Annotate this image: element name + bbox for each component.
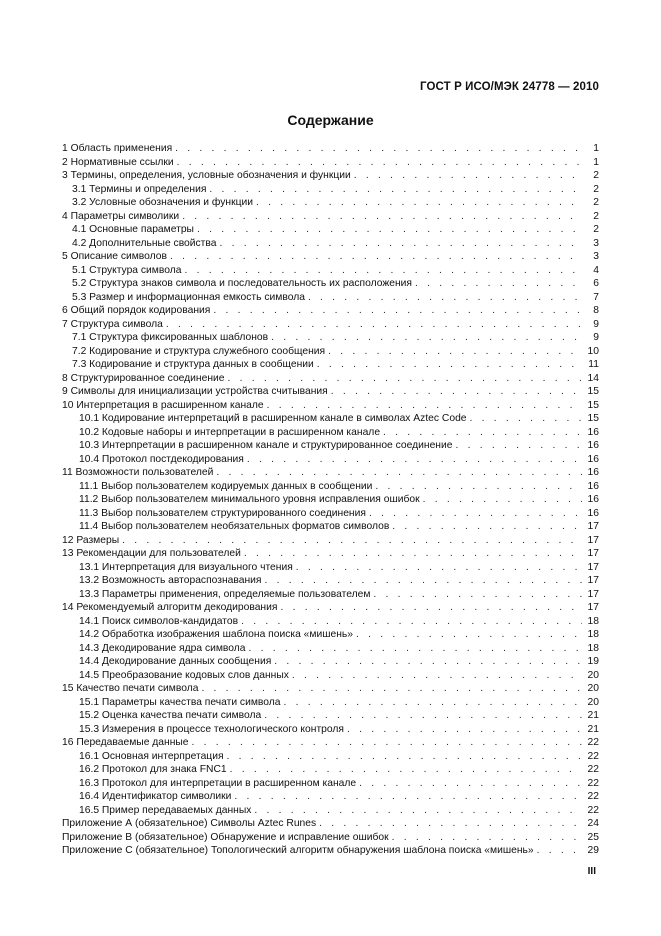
toc-entry[interactable] bbox=[62, 561, 599, 575]
dot-leader bbox=[216, 466, 582, 480]
toc-entry[interactable] bbox=[62, 331, 599, 345]
page-number: III bbox=[587, 866, 596, 877]
toc-entry-page: 16 bbox=[587, 480, 599, 492]
toc-entry-page: 17 bbox=[587, 602, 599, 613]
toc-entry[interactable] bbox=[62, 439, 599, 453]
dot-leader bbox=[271, 331, 582, 345]
toc-entry-page: 15 bbox=[587, 386, 599, 397]
toc-entry[interactable] bbox=[62, 831, 599, 845]
dot-leader bbox=[392, 831, 582, 845]
toc-entry[interactable] bbox=[62, 817, 599, 831]
toc-entry[interactable] bbox=[62, 183, 599, 197]
toc-entry[interactable] bbox=[62, 304, 599, 318]
toc-entry-title: 6 Общий порядок кодирования bbox=[62, 305, 211, 316]
dot-leader bbox=[296, 561, 582, 575]
toc-entry-page: 25 bbox=[587, 831, 599, 843]
toc-entry-page: 17 bbox=[587, 561, 599, 573]
toc-entry-title: 14 Рекомендуемый алгоритм декодирования bbox=[62, 602, 278, 613]
toc-entry-page: 16 bbox=[587, 453, 599, 465]
toc-entry[interactable] bbox=[62, 426, 599, 440]
toc-entry-page: 18 bbox=[587, 615, 599, 627]
toc-entry[interactable] bbox=[62, 453, 599, 467]
toc-entry-title: 16.4 Идентификатор символики bbox=[79, 791, 232, 802]
toc-entry-title: 5.2 Структура знаков символа и последовательность их расположения bbox=[72, 278, 412, 289]
toc-entry[interactable] bbox=[62, 507, 599, 521]
toc-entry-page: 6 bbox=[593, 278, 599, 289]
toc-entry-page: 21 bbox=[587, 710, 599, 721]
toc-entry-title: 11.1 Выбор пользователем кодируемых данных в сообщении bbox=[79, 480, 373, 492]
toc-entry-title: 5 Описание символов bbox=[62, 251, 167, 262]
toc-entry-page: 16 bbox=[587, 494, 599, 505]
toc-entry-title: 11.2 Выбор пользователем минимального уровня исправления ошибок bbox=[79, 494, 420, 505]
dot-leader bbox=[230, 763, 582, 777]
toc-entry-page: 3 bbox=[593, 237, 599, 249]
toc-entry-page: 20 bbox=[587, 696, 599, 708]
toc-entry-title: 11.4 Выбор пользователем необязательных форматов символов bbox=[79, 521, 390, 532]
dot-leader bbox=[354, 169, 582, 183]
toc-entry-title: 14.2 Обработка изображения шаблона поиска «мишень» bbox=[79, 629, 354, 640]
toc-entry-title: 14.4 Декодирование данных сообщения bbox=[79, 656, 272, 667]
toc-entry-title: 16.3 Протокол для интерпретации в расширенном канале bbox=[79, 777, 357, 789]
dot-leader bbox=[244, 547, 582, 561]
table-of-contents bbox=[62, 142, 599, 858]
dot-leader bbox=[280, 601, 582, 615]
toc-entry-title: 4.1 Основные параметры bbox=[72, 224, 194, 235]
dot-leader bbox=[347, 723, 582, 737]
toc-entry[interactable] bbox=[62, 412, 599, 426]
toc-entry-page: 18 bbox=[587, 629, 599, 640]
toc-entry-title: 14.3 Декодирование ядра символа bbox=[79, 642, 246, 654]
toc-entry-page: 22 bbox=[587, 777, 599, 789]
toc-entry-page: 20 bbox=[587, 683, 599, 694]
toc-entry-title: 7 Структура символа bbox=[62, 318, 163, 330]
toc-entry-title: 14.1 Поиск символов-кандидатов bbox=[79, 615, 239, 627]
toc-entry[interactable] bbox=[62, 804, 599, 818]
dot-leader bbox=[184, 264, 582, 278]
dot-leader bbox=[292, 669, 582, 683]
toc-entry-title: 3.2 Условные обозначения и функции bbox=[72, 197, 253, 208]
dot-leader bbox=[247, 453, 582, 467]
dot-leader bbox=[241, 615, 582, 629]
toc-entry[interactable] bbox=[62, 372, 599, 386]
toc-entry-page: 2 bbox=[593, 224, 599, 235]
toc-entry-page: 17 bbox=[587, 548, 599, 559]
toc-entry[interactable] bbox=[62, 264, 599, 278]
toc-entry-title: 10.2 Кодовые наборы и интерпретации в расширенном канале bbox=[79, 426, 381, 438]
toc-entry[interactable] bbox=[62, 696, 599, 710]
dot-leader bbox=[415, 277, 582, 291]
toc-entry[interactable] bbox=[62, 358, 599, 372]
toc-entry-title: 11.3 Выбор пользователем структурированного соединения bbox=[79, 507, 366, 519]
dot-leader bbox=[331, 385, 582, 399]
toc-entry-title: 12 Размеры bbox=[62, 534, 120, 546]
toc-entry[interactable] bbox=[62, 142, 599, 156]
toc-entry-title: 5.3 Размер и информационная емкость символа bbox=[72, 291, 305, 303]
toc-entry-page: 15 bbox=[587, 413, 599, 424]
toc-entry[interactable] bbox=[62, 723, 599, 737]
toc-entry[interactable] bbox=[62, 574, 599, 588]
dot-leader bbox=[234, 790, 582, 804]
dot-leader bbox=[284, 696, 582, 710]
toc-entry[interactable] bbox=[62, 547, 599, 561]
toc-entry-page: 20 bbox=[587, 669, 599, 681]
toc-entry-title: 1 Область применения bbox=[62, 143, 173, 154]
toc-entry-title: 8 Структурированное соединение bbox=[62, 372, 225, 384]
dot-leader bbox=[470, 412, 582, 426]
toc-entry-title: 10.3 Интерпретации в расширенном канале и структурированное соединение bbox=[79, 440, 453, 451]
dot-leader bbox=[317, 358, 582, 372]
toc-entry[interactable] bbox=[62, 250, 599, 264]
dot-leader bbox=[170, 250, 582, 264]
dot-leader bbox=[375, 480, 582, 494]
toc-entry-page: 10 bbox=[587, 345, 599, 357]
toc-entry[interactable] bbox=[62, 655, 599, 669]
toc-entry[interactable] bbox=[62, 318, 599, 332]
dot-leader bbox=[264, 709, 582, 723]
toc-entry-title: 7.3 Кодирование и структура данных в сообщении bbox=[72, 359, 314, 370]
toc-entry[interactable] bbox=[62, 466, 599, 480]
toc-entry-page: 1 bbox=[593, 156, 599, 168]
toc-entry-page: 9 bbox=[593, 332, 599, 343]
toc-entry-page: 29 bbox=[587, 845, 599, 856]
toc-entry-page: 17 bbox=[587, 521, 599, 532]
toc-entry[interactable] bbox=[62, 237, 599, 251]
toc-entry-title: 13.2 Возможность автораспознавания bbox=[79, 575, 262, 586]
toc-entry-title: 16 Передаваемые данные bbox=[62, 737, 189, 748]
toc-entry-title: 4.2 Дополнительные свойства bbox=[72, 237, 217, 249]
toc-entry-title: 15.2 Оценка качества печати символа bbox=[79, 710, 262, 721]
toc-entry-title: 10 Интерпретация в расширенном канале bbox=[62, 399, 264, 411]
toc-entry-page: 2 bbox=[593, 197, 599, 208]
dot-leader bbox=[227, 750, 582, 764]
dot-leader bbox=[537, 844, 582, 858]
toc-entry-title: 9 Символы для инициализации устройства считывания bbox=[62, 386, 328, 397]
toc-entry-page: 22 bbox=[587, 764, 599, 775]
document-header: ГОСТ Р ИСО/МЭК 24778 — 2010 bbox=[420, 81, 599, 93]
toc-entry-page: 16 bbox=[587, 507, 599, 519]
toc-entry[interactable] bbox=[62, 156, 599, 170]
toc-entry-page: 16 bbox=[587, 467, 599, 478]
toc-entry[interactable] bbox=[62, 196, 599, 210]
toc-entry[interactable] bbox=[62, 520, 599, 534]
toc-entry-title: 2 Нормативные ссылки bbox=[62, 156, 174, 168]
toc-entry-page: 24 bbox=[587, 818, 599, 829]
toc-entry-title: 15.3 Измерения в процессе технологического контроля bbox=[79, 723, 344, 735]
dot-leader bbox=[319, 817, 582, 831]
dot-leader bbox=[392, 520, 582, 534]
toc-entry-title: 5.1 Структура символа bbox=[72, 264, 182, 276]
toc-entry[interactable] bbox=[62, 628, 599, 642]
dot-leader bbox=[455, 439, 582, 453]
toc-entry-title: 14.5 Преобразование кодовых слов данных bbox=[79, 669, 289, 681]
dot-leader bbox=[213, 304, 582, 318]
toc-entry-page: 14 bbox=[587, 372, 599, 384]
dot-leader bbox=[308, 291, 582, 305]
toc-entry-page: 15 bbox=[587, 399, 599, 411]
toc-entry[interactable] bbox=[62, 669, 599, 683]
dot-leader bbox=[177, 156, 582, 170]
toc-entry[interactable] bbox=[62, 763, 599, 777]
toc-entry-title: 3 Термины, определения, условные обозначения и функции bbox=[62, 170, 351, 181]
toc-entry[interactable] bbox=[62, 642, 599, 656]
toc-entry[interactable] bbox=[62, 790, 599, 804]
toc-entry-page: 8 bbox=[593, 305, 599, 316]
toc-entry[interactable] bbox=[62, 736, 599, 750]
toc-entry-page: 2 bbox=[593, 210, 599, 222]
toc-entry-page: 7 bbox=[593, 291, 599, 303]
toc-entry-title: 13.1 Интерпретация для визуального чтения bbox=[79, 561, 293, 573]
toc-entry-title: 3.1 Термины и определения bbox=[72, 183, 207, 195]
dot-leader bbox=[209, 183, 582, 197]
toc-entry[interactable] bbox=[62, 210, 599, 224]
toc-entry-title: 7.2 Кодирование и структура служебного сообщения bbox=[72, 345, 326, 357]
toc-entry[interactable] bbox=[62, 345, 599, 359]
dot-leader bbox=[192, 736, 582, 750]
toc-entry-title: 10.4 Протокол постдекодирования bbox=[79, 453, 244, 465]
dot-leader bbox=[383, 426, 582, 440]
toc-entry-title: 4 Параметры символики bbox=[62, 210, 180, 222]
dot-leader bbox=[423, 493, 582, 507]
toc-entry-page: 1 bbox=[593, 143, 599, 154]
toc-entry-title: Приложение В (обязательное) Обнаружение и исправление ошибок bbox=[62, 831, 389, 843]
toc-entry[interactable] bbox=[62, 777, 599, 791]
toc-entry[interactable] bbox=[62, 615, 599, 629]
toc-entry-page: 22 bbox=[587, 804, 599, 816]
dot-leader bbox=[219, 237, 582, 251]
toc-entry-title: Приложение А (обязательное) Символы Aztec Runes bbox=[62, 818, 317, 829]
dot-leader bbox=[369, 507, 582, 521]
toc-entry-title: 11 Возможности пользователей bbox=[62, 467, 214, 478]
toc-entry[interactable] bbox=[62, 493, 599, 507]
toc-entry-page: 22 bbox=[587, 791, 599, 802]
toc-entry[interactable] bbox=[62, 223, 599, 237]
toc-entry[interactable] bbox=[62, 291, 599, 305]
dot-leader bbox=[175, 142, 582, 156]
toc-entry-page: 22 bbox=[587, 750, 599, 762]
toc-entry-title: 15.1 Параметры качества печати символа bbox=[79, 696, 281, 708]
page-title: Содержание bbox=[287, 112, 374, 128]
dot-leader bbox=[197, 223, 582, 237]
toc-entry-page: 11 bbox=[588, 359, 599, 370]
toc-entry-page: 19 bbox=[587, 656, 599, 667]
toc-entry-title: 10.1 Кодирование интерпретаций в расширенном канале в символах Aztec Code bbox=[79, 413, 467, 424]
dot-leader bbox=[359, 777, 582, 791]
toc-entry-page: 17 bbox=[587, 534, 599, 546]
toc-entry[interactable] bbox=[62, 399, 599, 413]
toc-entry-title: 7.1 Структура фиксированных шаблонов bbox=[72, 332, 269, 343]
toc-entry[interactable] bbox=[62, 534, 599, 548]
dot-leader bbox=[228, 372, 582, 386]
toc-entry-page: 16 bbox=[587, 440, 599, 451]
dot-leader bbox=[373, 588, 582, 602]
toc-entry[interactable] bbox=[62, 480, 599, 494]
toc-entry[interactable] bbox=[62, 709, 599, 723]
toc-entry-title: 16.2 Протокол для знака FNC1 bbox=[79, 764, 227, 775]
toc-entry-page: 3 bbox=[593, 251, 599, 262]
toc-entry-page: 18 bbox=[587, 642, 599, 654]
toc-entry-title: Приложение С (обязательное) Топологический алгоритм обнаружения шаблона поиска «мишень» bbox=[62, 845, 534, 856]
toc-entry[interactable] bbox=[62, 277, 599, 291]
toc-entry-page: 2 bbox=[593, 183, 599, 195]
dot-leader bbox=[256, 196, 582, 210]
dot-leader bbox=[201, 682, 582, 696]
toc-entry[interactable] bbox=[62, 385, 599, 399]
toc-entry-page: 22 bbox=[587, 737, 599, 748]
dot-leader bbox=[265, 574, 583, 588]
toc-entry[interactable] bbox=[62, 588, 599, 602]
toc-entry-title: 16.1 Основная интерпретация bbox=[79, 750, 224, 762]
toc-entry[interactable] bbox=[62, 750, 599, 764]
toc-entry-page: 4 bbox=[593, 264, 599, 276]
toc-entry-page: 2 bbox=[593, 170, 599, 181]
toc-entry-page: 17 bbox=[587, 588, 599, 600]
toc-entry[interactable] bbox=[62, 169, 599, 183]
toc-entry-page: 16 bbox=[587, 426, 599, 438]
toc-entry-page: 21 bbox=[587, 723, 599, 735]
dot-leader bbox=[249, 642, 582, 656]
dot-leader bbox=[122, 534, 582, 548]
dot-leader bbox=[274, 655, 582, 669]
toc-entry-title: 16.5 Пример передаваемых данных bbox=[79, 804, 252, 816]
dot-leader bbox=[166, 318, 582, 332]
toc-entry[interactable] bbox=[62, 682, 599, 696]
dot-leader bbox=[267, 399, 582, 413]
toc-entry-page: 17 bbox=[587, 575, 599, 586]
dot-leader bbox=[356, 628, 582, 642]
dot-leader bbox=[328, 345, 582, 359]
toc-entry[interactable] bbox=[62, 601, 599, 615]
toc-entry-title: 13.3 Параметры применения, определяемые пользователем bbox=[79, 588, 371, 600]
toc-entry-page: 9 bbox=[593, 318, 599, 330]
toc-entry-title: 13 Рекомендации для пользователей bbox=[62, 548, 241, 559]
dot-leader bbox=[182, 210, 582, 224]
toc-entry[interactable] bbox=[62, 844, 599, 858]
dot-leader bbox=[254, 804, 582, 818]
toc-entry-title: 15 Качество печати символа bbox=[62, 683, 199, 694]
